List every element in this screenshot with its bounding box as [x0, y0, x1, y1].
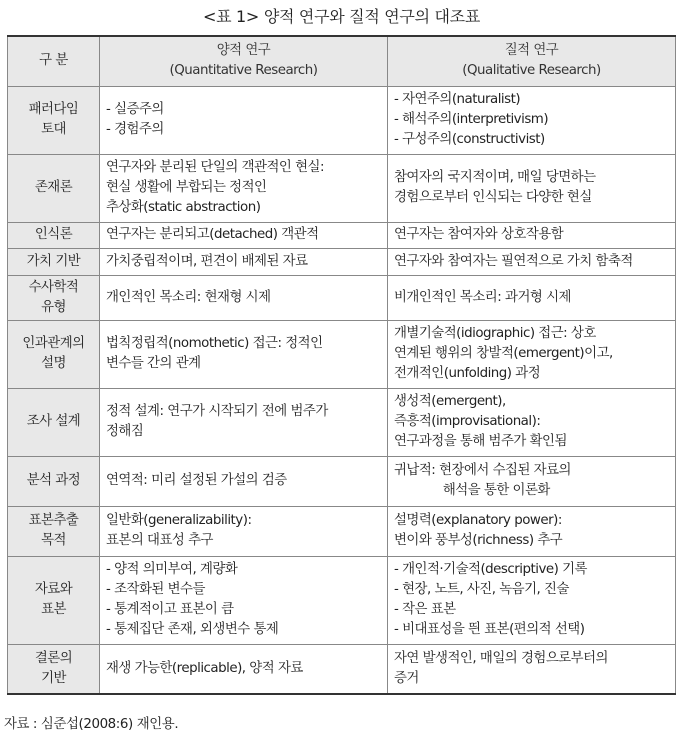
row-category: [8, 556, 100, 644]
table-row: [8, 320, 676, 388]
qualitative-cell: [388, 275, 676, 320]
cell-line: 생성적(emergent),: [394, 394, 506, 409]
cell-line: 기반: [41, 670, 66, 686]
qualitative-cell: [388, 556, 676, 644]
row-category: [8, 320, 100, 388]
cell-line: 추상화(static abstraction): [106, 200, 261, 215]
cell-line: 자연 발생적인, 매일의 경험으로부터의: [394, 650, 608, 666]
cell-line: 개인적인 목소리: 현재형 시제: [106, 289, 271, 305]
cell-line: 연구자는 분리되고(detached) 객관적: [106, 227, 319, 242]
cell-line: 연구자와 참여자는 필연적으로 가치 함축적: [394, 253, 633, 269]
cell-line: 가치중립적이며, 편견이 배제된 자료: [106, 253, 308, 269]
row-category: [8, 388, 100, 456]
cell-line: 연역적: 미리 설정된 가설의 검증: [106, 473, 287, 488]
quantitative-cell: [100, 154, 388, 222]
row-category: [8, 456, 100, 506]
row-category: [8, 248, 100, 275]
qualitative-cell: [388, 248, 676, 275]
header-quantitative: [100, 36, 388, 86]
cell-line: 정적 설계: 연구가 시작되기 전에 범주가: [106, 404, 328, 419]
cell-line: - 작은 표본: [394, 602, 456, 617]
cell-line: 일반화(generalizability):: [106, 513, 252, 528]
cell-line: 수사학적: [28, 279, 79, 295]
qualitative-cell: [388, 320, 676, 388]
cell-line: 존재론: [34, 180, 73, 195]
cell-line: 연구자는 참여자와 상호작용함: [394, 227, 564, 242]
cell-line: 전개적인(unfolding) 과정: [394, 366, 541, 381]
quantitative-cell: [100, 456, 388, 506]
quantitative-cell: [100, 320, 388, 388]
header-category: 구 분: [8, 36, 100, 86]
qualitative-cell: [388, 86, 676, 154]
quantitative-cell: [100, 388, 388, 456]
cell-line: - 해석주의(interpretivism): [394, 112, 549, 127]
cell-line: 즉흥적(improvisational):: [394, 414, 541, 429]
table-row: [8, 556, 676, 644]
table-body: [8, 86, 676, 694]
quantitative-cell: [100, 275, 388, 320]
cell-line: 연구과정을 통해 범주가 확인됨: [394, 434, 567, 449]
cell-line: - 구성주의(constructivist): [394, 132, 545, 147]
cell-line: 유형: [41, 299, 66, 315]
header-quantitative-sub: (Quantitative Research): [169, 63, 318, 79]
cell-line: 재생 가능한(replicable), 양적 자료: [106, 660, 303, 676]
cell-line: 가치 기반: [26, 253, 81, 269]
table-row: [8, 506, 676, 556]
cell-line: 경험으로부터 인식되는 다양한 현실: [394, 190, 592, 205]
table-row: [8, 275, 676, 320]
cell-line: 변수들 간의 관계: [106, 356, 201, 371]
header-qualitative-sub: (Qualitative Research): [462, 63, 601, 79]
cell-line: - 통계적이고 표본이 큼: [106, 602, 234, 617]
cell-line: 설명: [41, 356, 66, 371]
table-row: [8, 644, 676, 694]
cell-line: 정해짐: [106, 424, 144, 439]
quantitative-cell: [100, 506, 388, 556]
cell-line: 증거: [394, 670, 419, 686]
cell-line: 현실 생활에 부합되는 정적인: [106, 180, 267, 195]
cell-line: 법칙정립적(nomothetic) 접근: 정적인: [106, 336, 323, 351]
cell-line: - 경험주의: [106, 122, 164, 137]
row-category: [8, 222, 100, 248]
cell-line: 토대: [41, 122, 66, 137]
qualitative-cell: [388, 506, 676, 556]
cell-line: 개별기술적(idiographic) 접근: 상호: [394, 326, 596, 341]
table-row: [8, 248, 676, 275]
table-row: [8, 222, 676, 248]
cell-line: 인식론: [34, 227, 73, 242]
table-row: [8, 388, 676, 456]
row-category: [8, 154, 100, 222]
quantitative-cell: [100, 222, 388, 248]
cell-line: 해석을 통한 이론화: [394, 483, 550, 498]
cell-line: 표본의 대표성 추구: [106, 533, 213, 548]
cell-line: 참여자의 국지적이며, 매일 당면하는: [394, 170, 596, 185]
source-note: 자료 : 심준섭(2008:6) 재인용.: [4, 717, 179, 732]
cell-line: - 양적 의미부여, 계량화: [106, 562, 238, 577]
table-row: [8, 456, 676, 506]
quantitative-cell: [100, 644, 388, 694]
cell-line: 인과관계의: [22, 336, 85, 351]
cell-line: 귀납적: 현장에서 수집된 자료의: [394, 463, 571, 478]
cell-line: 패러다임: [28, 102, 79, 117]
qualitative-cell: [388, 388, 676, 456]
cell-line: - 현장, 노트, 사진, 녹음기, 진술: [394, 582, 569, 597]
cell-line: - 개인적·기술적(descriptive) 기록: [394, 562, 587, 577]
table-row: [8, 154, 676, 222]
header-qualitative: [388, 36, 676, 86]
cell-line: 설명력(explanatory power):: [394, 513, 562, 528]
cell-line: 목적: [41, 533, 66, 548]
quantitative-cell: [100, 556, 388, 644]
cell-line: - 조작화된 변수들: [106, 582, 205, 597]
quantitative-cell: [100, 86, 388, 154]
row-category: [8, 275, 100, 320]
cell-line: - 비대표성을 띈 표본(편의적 선택): [394, 622, 585, 637]
qualitative-cell: [388, 154, 676, 222]
cell-line: 조사 설계: [26, 414, 81, 429]
cell-line: 비개인적인 목소리: 과거형 시제: [394, 289, 571, 305]
table-row: [8, 86, 676, 154]
cell-line: 분석 과정: [26, 473, 81, 488]
row-category: [8, 644, 100, 694]
header-quantitative-title: 양적 연구: [216, 43, 271, 59]
header-qualitative-title: 질적 연구: [504, 43, 559, 59]
cell-line: - 실증주의: [106, 102, 164, 117]
row-category: [8, 506, 100, 556]
cell-line: 결론의: [34, 650, 73, 666]
table-caption: <표 1> 양적 연구와 질적 연구의 대조표: [203, 7, 480, 26]
cell-line: 연구자와 분리된 단일의 객관적인 현실:: [106, 160, 325, 175]
cell-line: 연계된 행위의 창발적(emergent)이고,: [394, 346, 613, 361]
qualitative-cell: [388, 456, 676, 506]
cell-line: - 통제집단 존재, 외생변수 통제: [106, 622, 279, 637]
cell-line: - 자연주의(naturalist): [394, 92, 521, 107]
qualitative-cell: [388, 222, 676, 248]
cell-line: 표본: [41, 602, 66, 617]
table-header-row: [8, 36, 676, 86]
qualitative-cell: [388, 644, 676, 694]
cell-line: 표본추출: [28, 513, 79, 528]
quantitative-cell: [100, 248, 388, 275]
comparison-table: [7, 35, 676, 695]
row-category: [8, 86, 100, 154]
cell-line: 변이와 풍부성(richness) 추구: [394, 533, 563, 548]
cell-line: 자료와: [34, 582, 73, 597]
